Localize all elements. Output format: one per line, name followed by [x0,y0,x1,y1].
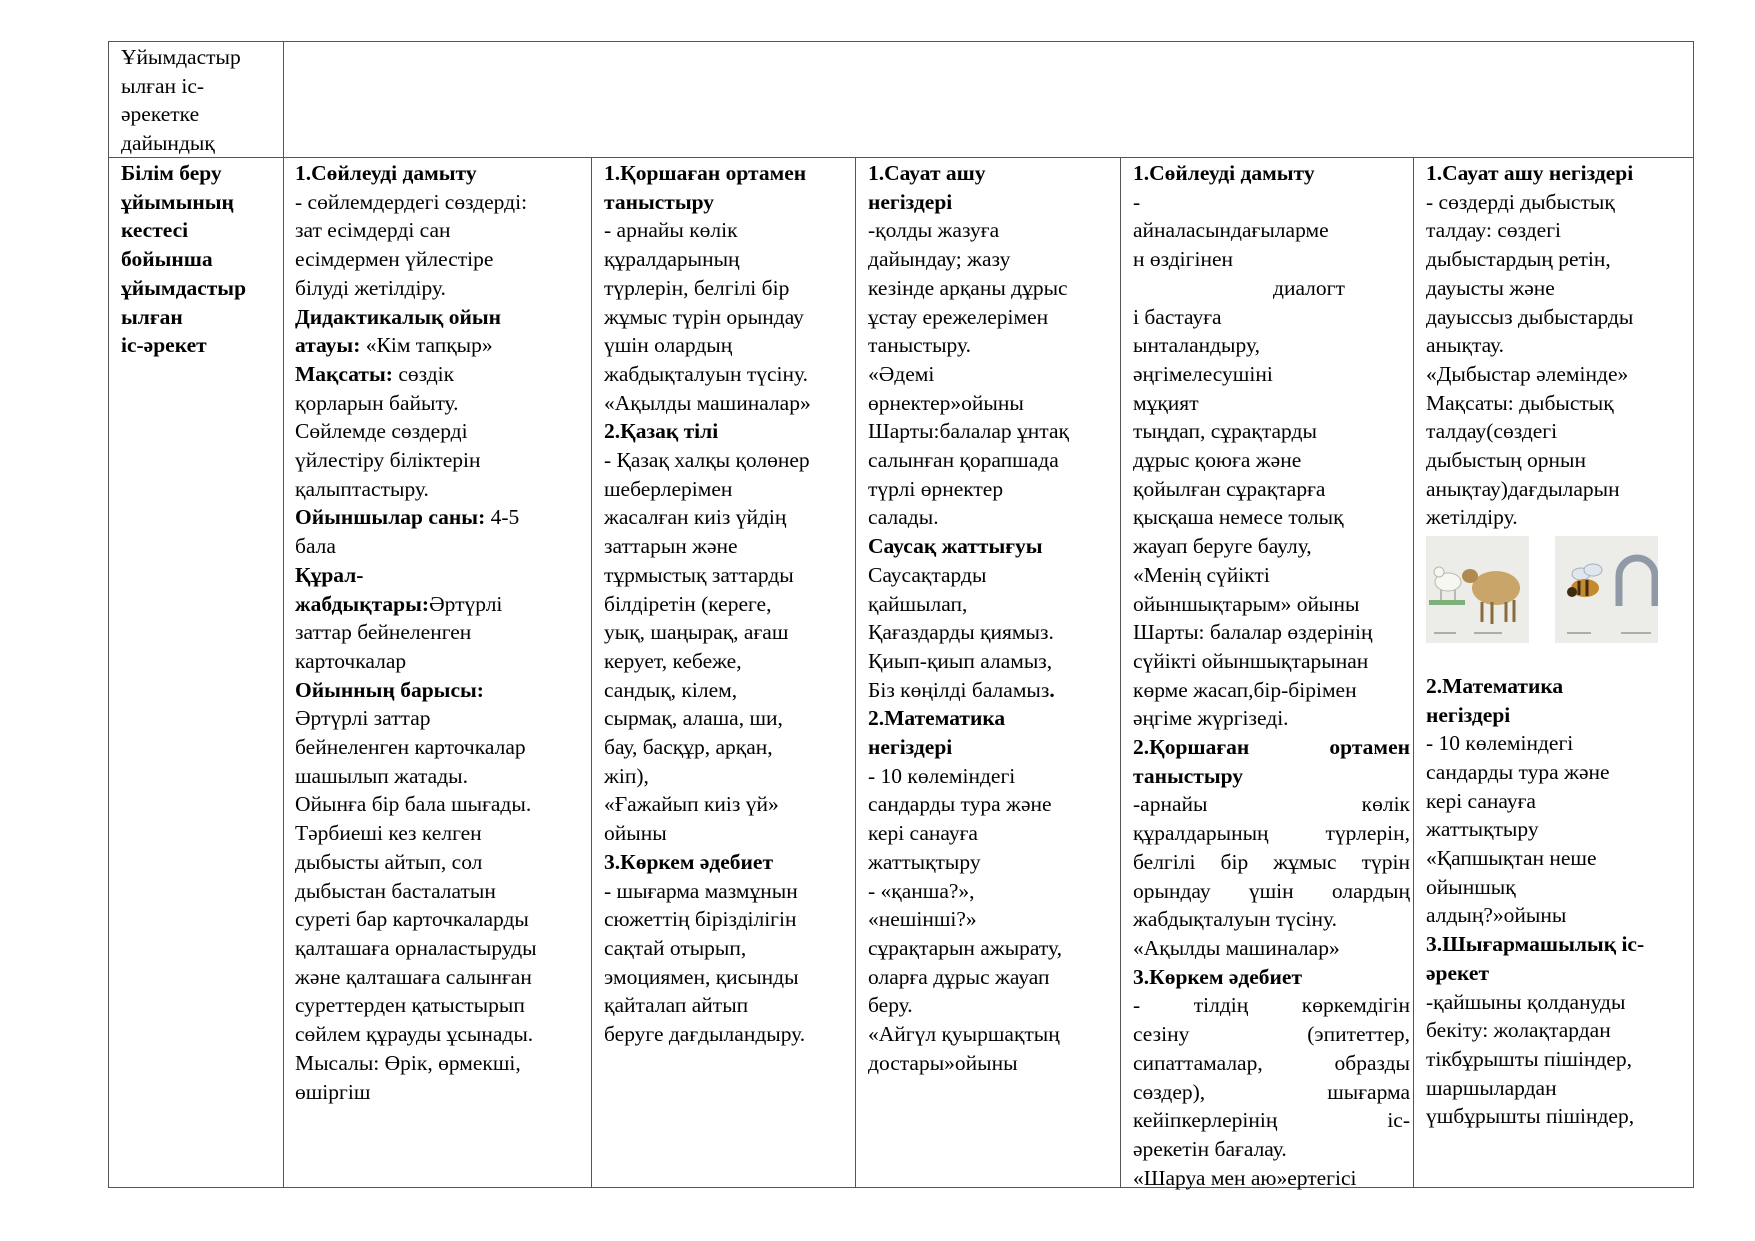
text-line: кестесі [121,218,189,243]
text-line: н өздігінен [1133,247,1233,272]
text-line: үйлестіру біліктерін [295,448,481,473]
text-line: -арнайы көлік [1133,792,1410,817]
text-line: қысқаша немесе толық [1133,505,1344,530]
text-line: Білім беру [121,161,222,185]
text-line: жабдықталуын түсіну. [604,361,808,386]
text-line: дауыссыз дыбыстарды [1426,304,1634,329]
text-line: қалыптастыру. [295,476,429,501]
text-line: ылған [121,304,183,329]
text-line: қайталап айтып [604,993,749,1018]
text-line: беруге дағдыландыру. [604,1022,806,1047]
text-line: «Менің сүйікті [1133,562,1270,587]
text-line: - шығарма мазмұнын [604,878,798,903]
text-line: сандық, кілем, [604,677,738,702]
text-line: тұрмыстық заттарды [604,562,794,587]
text-line: сезіну (эпитеттер, [1133,1022,1410,1047]
text-line: ұйымының [121,189,234,214]
text-line: көрме жасап,бір-бірімен [1133,677,1357,702]
text-line: дыбыстың орнын [1426,448,1586,473]
text-line [868,676,1116,705]
text-line: «Дыбыстар әлемінде» [1426,361,1629,386]
text-line: сипаттамалар, образды [1133,1050,1410,1075]
text-line: ылған іс- [121,73,205,98]
text-line: орындау үшін олардың [1133,878,1410,903]
text-line: заттар бейнеленген [295,620,472,645]
text-line: беру. [868,993,913,1018]
subject-heading: Дидактикалық ойын [295,304,502,329]
subject-heading: негіздері [868,735,953,760]
text-line: бойынша [121,247,213,272]
text-line: керует, кебеже, [604,648,742,673]
text-line: дыбысты айтып, сол [295,849,483,874]
text-line: - Қазақ халқы қолөнер [604,448,810,473]
subject-heading: таныстыру [1133,763,1244,788]
text-line: Сөйлемде сөздерді [295,419,468,444]
text-line: іс-әрекет [121,333,207,358]
text-line: Мақсаты: дыбыстық [1426,390,1614,415]
text-line: дыбыстан басталатын [295,878,496,903]
text-line: сандарды тура және [868,792,1052,817]
subject-heading: негіздері [868,189,953,214]
text-line: уық, шаңырақ, ағаш [604,620,789,645]
text-line: тыңдап, сұрақтарды [1133,419,1317,444]
subject-heading: 1.Сөйлеуді дамыту [1133,161,1315,185]
text-line: дайындық [121,131,215,156]
text-line: белгілі бір жұмыс түрін [1133,849,1410,874]
text-line: оларға дұрыс жауап [868,964,1050,989]
text-line: «Шаруа мен аю»ертегісі [1133,1165,1357,1190]
subject-heading: таныстыру [604,189,715,214]
text-line: Тәрбиеші кез келген [295,821,482,846]
subject-heading: 3.Көркем әдебиет [1133,964,1303,989]
text-line: кері санауға [1426,788,1536,813]
text-line: құралдарының [604,247,740,272]
text-line: суреттерден қатыстырып [295,993,525,1018]
field-label: Ойыншылар саны: [295,505,486,530]
text-line: жаттықтыру [868,849,981,874]
text-line: карточкалар [295,648,407,673]
text-line: Шарты: балалар өздерінің [1133,620,1373,645]
subject-heading: 2.Математика [868,706,1006,731]
text-line [295,331,587,360]
text-line: сақтай отырып, [604,935,747,960]
text-line: бейнеленген карточкалар [295,735,526,760]
text-line: дыбыстардың ретін, [1426,247,1611,272]
text-line: қорларын байыту. [295,390,459,415]
text-line: кезінде арқаны дұрыс [868,275,1068,300]
tuesday-activities-cell [604,159,850,1049]
subject-heading: 2.Қазақ тілі [604,419,719,444]
text-line: Әртүрлі заттар [295,706,431,731]
text-line: «Әдемі [868,361,935,386]
text-line: ұстау ережелерімен [868,304,1049,329]
text-line: сөйлем құрауды ұсынады. [295,1022,534,1047]
bee-and-horseshoe-illustration [1555,536,1658,643]
text-line: әңгіме жүргізеді. [1133,706,1289,731]
text-line: ұйымдастыр [121,275,247,300]
text-line: - тілдің көркемдігін [1133,993,1410,1018]
subject-heading: 1.Қоршаған ортамен [604,161,807,185]
text-line: салады. [868,505,939,530]
text-line: Шарты:балалар ұнтақ [868,419,1069,444]
text-line: жасалған киіз үйдің [604,505,787,530]
text-line: қойылған сұрақтарға [1133,476,1326,501]
text-line: қалташаға орналастыруды [295,935,537,960]
subject-heading: негіздері [1426,702,1511,727]
subject-heading: 2.Математика [1426,673,1564,698]
table-column-divider [591,157,592,1188]
text-line: шаршылардан [1426,1075,1557,1100]
text-line: - 10 көлеміндегі [1426,731,1574,756]
text-line: білдіретін (кереге, [604,591,772,616]
text-line: талдау: сөздегі [1426,218,1561,243]
text-line: дайындау; жазу [868,247,1011,272]
table-column-divider [855,157,856,1188]
lamb-and-sheep-picture-card [1426,536,1529,643]
field-value: 4-5 [485,505,520,530]
text-line: эмоциямен, қисынды [604,964,799,989]
text-line: айналасындағыларме [1133,218,1329,243]
text-line: бекіту: жолақтардан [1426,1018,1611,1043]
field-label: жабдықтары: [295,591,430,616]
text-fragment: Біз көңілді баламыз [868,677,1050,702]
table-border-bottom [108,1187,1694,1188]
text-line: жауап беруге баулу, [1133,534,1312,559]
text-line: салынған қорапшада [868,448,1059,473]
field-value: Әртүрлі [429,591,503,616]
text-line: - 10 көлеміндегі [868,763,1016,788]
picture-cards [1426,536,1658,643]
text-line: анықтау)дағдыларын [1426,476,1620,501]
text-line: «Ғажайып киіз үй» [604,792,779,817]
field-label: Мақсаты: [295,361,393,386]
field-label: Құрал- [295,562,364,587]
text-line: қайшылап, [868,591,968,616]
text-line: жетілдіру. [1426,505,1518,530]
text-line: суреті бар карточкаларды [295,907,529,932]
text-line: заттарын және [604,534,738,559]
text-line: әрекетке [121,102,200,127]
text-line: «Қапшықтан неше [1426,846,1597,871]
text-line: тікбұрышты пішіндер, [1426,1046,1633,1071]
thursday-activities-cell [1133,159,1410,1192]
spacer-line [1426,643,1688,672]
text-line: сандарды тура және [1426,759,1610,784]
text-line: - [1133,189,1141,214]
text-line: ойыншық [1426,874,1516,899]
text-fragment: . [1049,677,1055,702]
text-line [295,590,587,619]
text-line: - «қанша?», [868,878,975,903]
subject-heading: 1.Сауат ашу негіздері [1426,161,1634,185]
text-line: ынталандыру, [1133,333,1260,358]
subject-heading: Саусақ жаттығуы [868,534,1043,559]
text-line: жіп), [604,763,649,788]
text-line: кері санауға [868,821,978,846]
header-row-empty-cell [285,43,1692,156]
lamb-and-sheep-illustration [1426,536,1529,643]
text-line: шашылып жатады. [295,763,468,788]
text-line: сүйікті ойыншықтарынан [1133,648,1369,673]
text-line: өшіргіш [295,1079,371,1104]
text-line: жаттықтыру [1426,817,1539,842]
subject-heading: 1.Сөйлеуді дамыту [295,161,477,185]
text-line: -қолды жазуға [868,218,1000,243]
text-line: -қайшыны қолдануды [1426,989,1626,1014]
text-line: «Ақылды машиналар» [604,390,811,415]
text-line: құралдарының түрлерін, [1133,821,1410,846]
text-line: үшбұрышты пішіндер, [1426,1104,1635,1129]
table-border-right [1693,41,1694,1188]
text-line: Ұйымдастыр [121,45,241,69]
monday-activities-cell [295,159,587,1106]
text-line: және қалташаға салынған [295,964,532,989]
text-line: сюжеттің бірізділігін [604,907,797,932]
wednesday-activities-cell [868,159,1116,1078]
bee-and-horseshoe-picture-card [1555,536,1658,643]
text-line: дұрыс қоюға және [1133,448,1302,473]
text-line: - сөйлемдердегі сөздерді: [295,189,528,214]
text-line: - арнайы көлік [604,218,738,243]
table-column-divider [1120,157,1121,1188]
text-line: і бастауға [1133,304,1222,329]
field-value: «Кім тапқыр» [360,333,493,358]
text-line: әңгімелесушіні [1133,361,1273,386]
text-line: диалогт [1273,275,1345,300]
subject-heading: 3.Көркем әдебиет [604,849,774,874]
text-line: үшін олардың [604,333,733,358]
text-line: ойыны [604,821,667,846]
text-line: зат есімдерді сан [295,218,451,243]
friday-activities-cell [1426,159,1688,1131]
text-line: бала [295,534,336,559]
text-line: Мысалы: Өрік, өрмекші, [295,1050,521,1075]
text-line: жабдықталуын түсіну. [1133,907,1337,932]
text-line: «нешінші?» [868,907,977,932]
text-line: сырмақ, алаша, ши, [604,706,783,731]
text-line: «Ақылды машиналар» [1133,935,1340,960]
text-line: шеберлерімен [604,476,733,501]
field-label: Ойынның барысы: [295,677,484,702]
header-row-label [121,43,279,158]
text-line: алдың?»ойыны [1426,903,1567,928]
subject-heading: 3.Шығармашылық іс- [1426,932,1645,957]
text-line: есімдермен үйлестіре [295,247,494,272]
text-line: ойыншықтарым» ойыны [1133,591,1360,616]
text-line: сөздер), шығарма [1133,1079,1410,1104]
text-line: «Айгүл қуыршақтың [868,1022,1060,1047]
text-line: талдау(сөздегі [1426,419,1558,444]
text-line: кейіпкерлерінің іс- [1133,1108,1410,1133]
text-line: түрлерін, белгілі бір [604,275,790,300]
subject-heading: 1.Сауат ашу [868,161,986,185]
table-column-divider [283,41,284,1188]
text-line [295,503,587,532]
text-line: достары»ойыны [868,1050,1018,1075]
main-row-label [121,159,279,360]
table-column-divider [1413,157,1414,1188]
text-line: түрлі өрнектер [868,476,1004,501]
text-line [295,360,587,389]
text-line: дауысты және [1426,275,1555,300]
text-line: сұрақтарын ажырату, [868,935,1062,960]
text-line: өрнектер»ойыны [868,390,1024,415]
text-line: жұмыс түрін орындау [604,304,804,329]
text-line: - сөздерді дыбыстық [1426,189,1615,214]
field-value: сөздік [392,361,455,386]
text-line: әрекетін бағалау. [1133,1136,1287,1161]
subject-heading: әрекет [1426,960,1489,985]
text-line: мұқият [1133,390,1199,415]
text-line: Қағаздарды қиямыз. [868,620,1054,645]
table-border-left [108,41,109,1188]
text-line: білуді жетілдіру. [295,275,446,300]
text-line: таныстыру. [868,333,971,358]
field-label: атауы: [295,333,361,358]
text-line: Ойынға бір бала шығады. [295,792,532,817]
text-line: анықтау. [1426,333,1505,358]
text-line: Қиып-қиып аламыз, [868,648,1053,673]
text-line: бау, басқұр, арқан, [604,735,773,760]
subject-heading: 2.Қоршаған ортамен [1133,735,1410,760]
text-line: Саусақтарды [868,562,987,587]
